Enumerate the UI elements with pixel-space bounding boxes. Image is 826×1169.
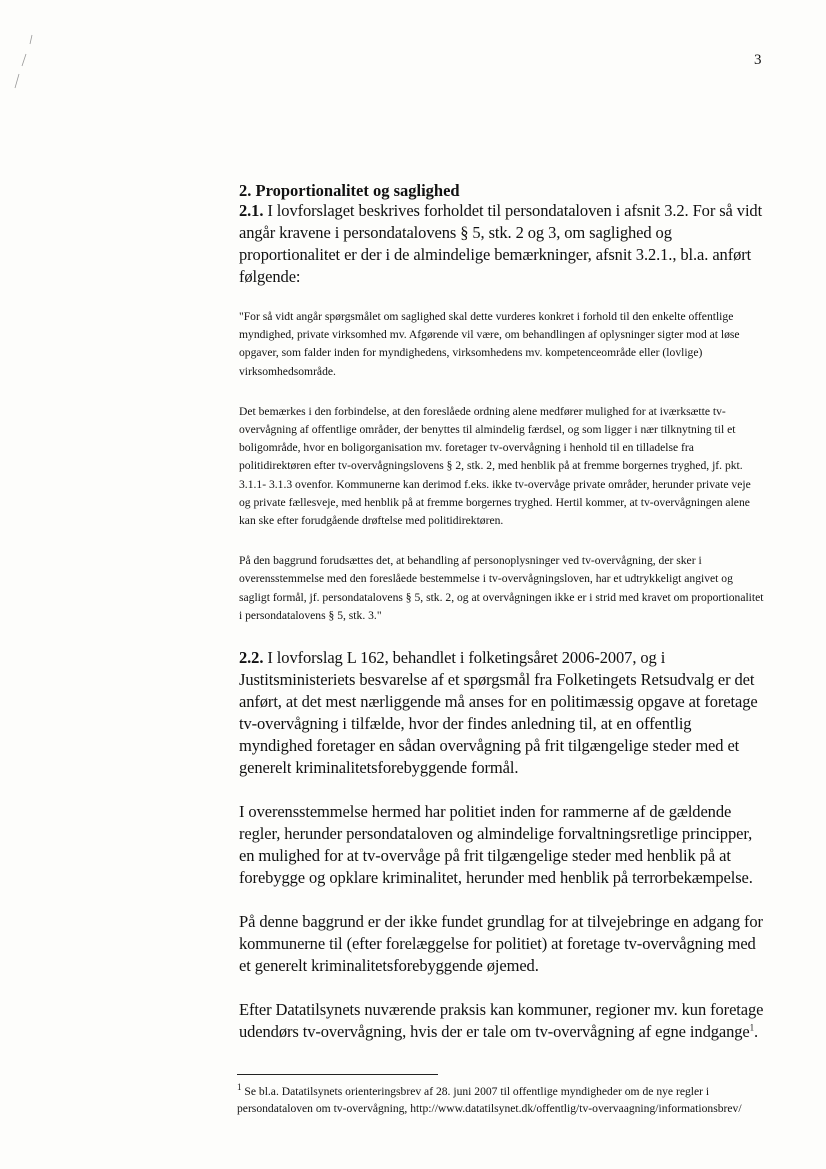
footnote-divider <box>237 1074 438 1075</box>
paragraph-2-1 <box>239 200 764 288</box>
paragraph-2-2 <box>239 647 764 779</box>
paragraph-text: I lovforslaget beskrives forholdet til persondataloven i afsnit 3.2. For så vidt angår kravene i persondatalovens § 5, stk. 2 og 3, om saglighed og proportionalitet er der i de almindelige bemærkninger, afsnit 3.2.1., bl.a. anført følgende: <box>239 201 763 286</box>
paragraph-current-practice <box>239 999 764 1043</box>
paragraph-end: . <box>754 1022 759 1042</box>
quote-paragraph-1: "For så vidt angår spørgsmålet om saglighed skal dette vurderes konkret i forhold til den enkelte offentlige myndighed, private virksomhed mv. Afgørende vil være, om behandlingen af oplysninger sigter mod at løse opgaver, som falder inden for myndighedens, virksomhedens mv. kompetenceområde eller (lovlige) virksomhedsområde. <box>239 310 740 378</box>
footnote-reference: 1 <box>749 1022 755 1033</box>
quote-paragraph-3: På den baggrund forudsættes det, at behandling af personoplysninger ved tv-overvågning, der sker i overensstemmelse med den foreslåede bestemmelse i tv-overvågningsloven, har et udtrykkeligt angivet og sagligt formål, jf. persondatalovens § 5, stk. 2, og at overvågningen ikke er i strid med kravet om proportionalitet i persondatalovens § 5, stk. 3." <box>239 554 764 622</box>
scan-artifact-mark <box>10 30 40 100</box>
paragraph-police: I overensstemmelse hermed har politiet inden for rammerne af de gældende regler, herunder persondataloven og almindelige forvaltningsretlige principper, en mulighed for at tv-overvåge på frit tilgængelige steder med henblik på at forebygge og opklare kriminalitet, herunder med henblik på terrorbekæmpelse. <box>239 802 753 888</box>
page-number: 3 <box>754 52 762 68</box>
section-heading: 2. Proportionalitet og saglighed <box>239 181 460 200</box>
paragraph-basis: På denne baggrund er der ikke fundet grundlag for at tilvejebringe en adgang for kommunerne til (efter forelæggelse for politiet) at foretage tv-overvågning med et generelt kriminalitetsforebyggende øjemed. <box>239 912 763 976</box>
footnote <box>237 1083 764 1117</box>
paragraph-text: Efter Datatilsynets nuværende praksis kan kommuner, regioner mv. kun foretage udendørs tv-overvågning, hvis der er tale om tv-overvågning af egne indgange <box>239 1000 764 1042</box>
footnote-marker: 1 <box>237 1082 242 1093</box>
paragraph-text: I lovforslag L 162, behandlet i folketingsåret 2006-2007, og i Justitsministeriets besvarelse af et spørgsmål fra Folketingets Retsudvalg er det anført, at det mest nærliggende må anses for en politimæssig opgave at foretage tv-overvågning i tilfælde, hvor der findes anledning til, at en offentlig myndighed foretager en sådan overvågning på frit tilgængelige steder med et generelt kriminalitetsforebyggende formål. <box>239 648 758 778</box>
document-body <box>239 181 764 1043</box>
quote-paragraph-2: Det bemærkes i den forbindelse, at den foreslåede ordning alene medfører mulighed for at iværksætte tv-overvågning af offentlige områder, der benyttes til almindelig færdsel, og som ligger i nær tilknytning til et boligområde, hvor en boligorganisation mv. foretager tv-overvågning i henhold til en tilladelse fra politidirektøren efter tv-overvågningslovens § 2, stk. 2, med henblik på at fremme borgernes tryghed, jf. pkt. 3.1.1- 3.1.3 ovenfor. Kommunerne kan derimod f.eks. ikke tv-overvåge private områder, herunder private veje og private fællesveje, med henblik på at fremme borgernes tryghed. Hertil kommer, at tv-overvågningen alene kan ske efter forudgående drøftelse med politidirektøren. <box>239 404 751 528</box>
paragraph-number: 2.2. <box>239 648 264 668</box>
paragraph-number: 2.1. <box>239 201 264 220</box>
footnote-text: Se bl.a. Datatilsynets orienteringsbrev af 28. juni 2007 til offentlige myndigheder om de nye regler i persondataloven om tv-overvågning, http://www.datatilsynet.dk/offentlig/tv-overvaagning/informationsbrev/ <box>237 1085 742 1115</box>
